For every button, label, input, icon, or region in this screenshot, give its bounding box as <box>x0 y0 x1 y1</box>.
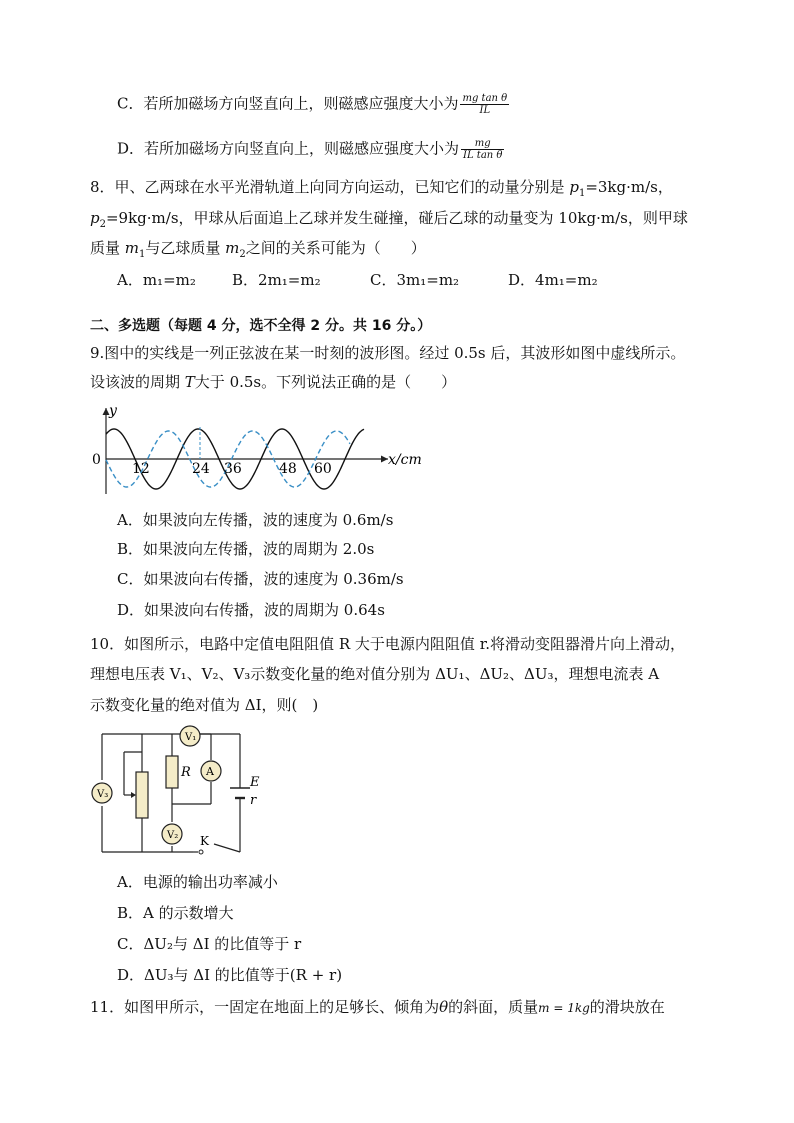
switch-contact <box>199 850 203 854</box>
tick-label-48: 48 <box>279 461 297 477</box>
q8-option-a: A．m₁=m₂ <box>117 271 196 289</box>
v3-label: V₃ <box>97 789 109 800</box>
section-heading: 二、多选题（每题 4 分，选不全得 2 分。共 16 分。） <box>90 318 432 334</box>
q9-line-2: 设该波的周期 T大于 0.5s。下列说法正确的是（ ） <box>90 373 457 391</box>
q10-line-1: 10．如图所示，电路中定值电阻阻值 R 大于电源内阻阻值 r.将滑动变阻器滑片向上滑动， <box>90 635 685 653</box>
q9-option-b: B．如果波向左传播，波的周期为 2.0s <box>117 540 375 558</box>
rheostat <box>136 772 148 818</box>
slider-arrow <box>131 792 136 798</box>
q11-line-1: 11．如图甲所示，一固定在地面上的足够长、倾角为θ的斜面，质量m = 1kg的滑块放在 <box>90 998 665 1016</box>
q8-options <box>0 270 794 290</box>
resistor-r <box>166 756 178 788</box>
q9-option-c: C．如果波向右传播，波的速度为 0.36m/s <box>117 570 404 588</box>
q9-option-d: D．如果波向右传播，波的周期为 0.64s <box>117 601 385 619</box>
q7-option-c-fraction: $\frac{\text{mg tan θ}}{IL}$ <box>462 93 508 116</box>
q10-option-d: D．ΔU₃与 ΔI 的比值等于(R + r) <box>117 966 343 984</box>
internal-resistance-label: r <box>250 793 257 808</box>
q8-option-d: D．4m₁=m₂ <box>508 271 598 289</box>
q8-option-c: C．3m₁=m₂ <box>370 271 460 289</box>
v1-label: V₁ <box>185 732 197 743</box>
q7-option-c: C．若所加磁场方向竖直向上，则磁感应强度大小为 $\frac{\text{mg tan θ}}{IL}$ <box>117 93 508 116</box>
q10-option-c: C．ΔU₂与 ΔI 的比值等于 r <box>117 935 302 953</box>
ammeter-label: A <box>206 765 214 778</box>
x-axis-label: x/cm <box>388 452 422 468</box>
q8-option-b: B．2m₁=m₂ <box>232 271 321 289</box>
q10-option-b: B．A 的示数增大 <box>117 904 234 922</box>
q9-line-1: 9.图中的实线是一列正弦波在某一时刻的波形图。经过 0.5s 后，其波形如图中虚线所示。 <box>90 344 686 362</box>
q8-line-3: 质量 $m_1$与乙球质量 $m_2$之间的关系可能为（ ） <box>90 239 426 260</box>
tick-label-12: 12 <box>132 461 150 477</box>
tick-label-24: 24 <box>192 461 210 477</box>
tick-label-60: 60 <box>314 461 332 477</box>
q7-option-d: D．若所加磁场方向竖直向上，则磁感应强度大小为 $\frac{mg}{\text{IL tan θ}}$ <box>117 138 503 161</box>
q8-line-2: $p_2=9kg\cdot m/s$，甲球从后面追上乙球并发生碰撞，碰后乙球的动量变为 10kg·m/s，则甲球 <box>90 209 688 230</box>
q8-line-1: 8．甲、乙两球在水平光滑轨道上向同方向运动，已知它们的动量分别是 $p_1=3kg\cdot m/s$， <box>90 178 673 199</box>
emf-label: E <box>250 775 260 790</box>
v2-label: V₂ <box>167 830 179 841</box>
y-axis-label: y <box>109 403 117 419</box>
resistor-label: R <box>181 765 191 780</box>
origin-label: 0 <box>92 452 101 468</box>
wave-graph <box>88 402 428 500</box>
q10-line-2: 理想电压表 V₁、V₂、V₃示数变化量的绝对值分别为 ΔU₁、ΔU₂、ΔU₃，理想电流表 A <box>90 665 660 683</box>
switch-label: K <box>200 834 209 848</box>
circuit-diagram <box>88 724 268 858</box>
q9-option-a: A．如果波向左传播，波的速度为 0.6m/s <box>117 511 394 529</box>
q10-option-a: A．电源的输出功率减小 <box>117 873 278 891</box>
tick-label-36: 36 <box>224 461 242 477</box>
q7-option-d-fraction: $\frac{mg}{\text{IL tan θ}}$ <box>463 138 503 161</box>
q10-line-3: 示数变化量的绝对值为 ΔI，则( ) <box>90 696 319 714</box>
